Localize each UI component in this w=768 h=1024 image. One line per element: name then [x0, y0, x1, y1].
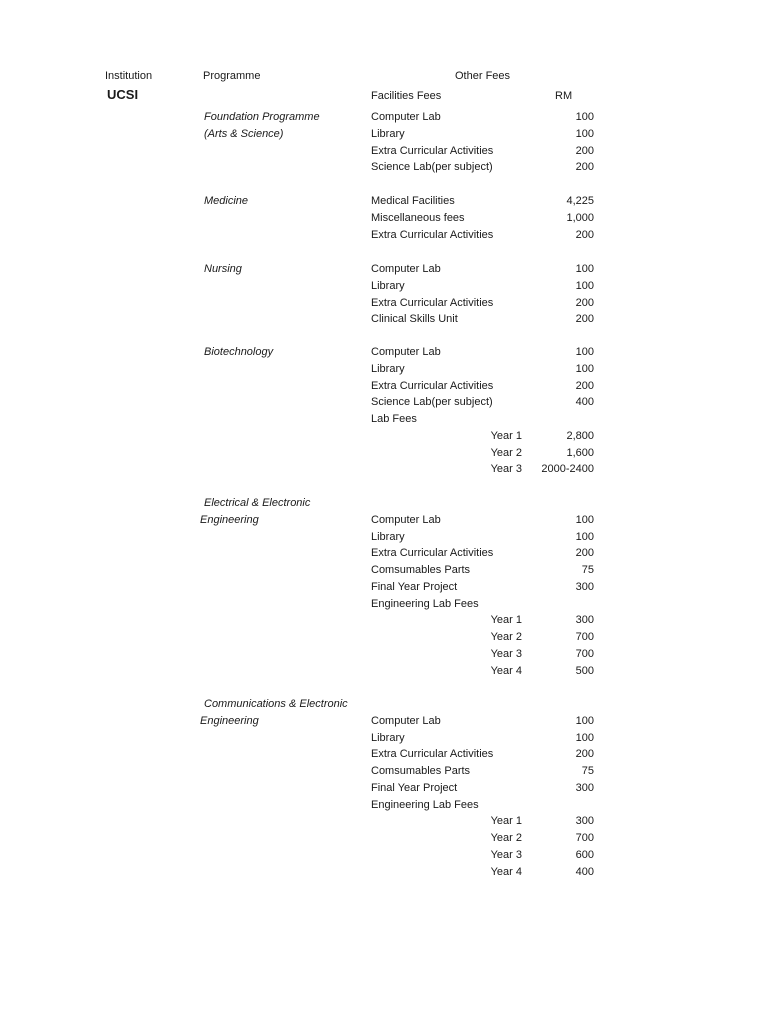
year-amount: 700 [575, 832, 594, 844]
year-amount: 300 [575, 614, 594, 627]
fee-amount: 100 [575, 731, 594, 744]
fee-label: Library [371, 127, 405, 140]
fee-amount: 75 [581, 765, 594, 777]
institution-name: UCSI [107, 87, 139, 102]
currency-header: RM [555, 90, 573, 102]
year-label: Year 1 [490, 614, 522, 627]
fee-amount: 1,000 [566, 211, 594, 224]
fee-label: Comsumables Parts [371, 564, 471, 576]
fee-amount: 400 [575, 396, 594, 409]
year-label: Year 3 [490, 848, 522, 861]
fee-amount: 200 [575, 144, 594, 157]
fee-amount: 200 [575, 296, 594, 309]
programme-name: Biotechnology [204, 346, 274, 358]
fee-label: Computer Lab [371, 111, 441, 123]
fee-label: Comsumables Parts [371, 765, 471, 777]
year-label: Year 1 [490, 429, 522, 442]
year-label: Year 4 [490, 664, 522, 677]
fee-amount: 100 [575, 111, 594, 123]
fee-label: Final Year Project [371, 781, 458, 794]
fee-label: Engineering Lab Fees [371, 798, 479, 811]
fee-amount: 100 [575, 530, 594, 543]
fee-label: Extra Curricular Activities [371, 379, 494, 392]
programme-name: Medicine [204, 195, 249, 207]
year-label: Year 3 [490, 647, 522, 660]
year-amount: 2000-2400 [541, 463, 594, 476]
fee-amount: 100 [575, 714, 594, 727]
fee-amount: 200 [575, 748, 594, 761]
fee-label: Extra Curricular Activities [371, 748, 494, 761]
programme-name: Engineering [200, 513, 259, 526]
year-label: Year 2 [490, 631, 522, 643]
fee-label: Science Lab(per subject) [371, 161, 493, 174]
year-amount: 2,800 [566, 429, 594, 442]
facilities-fees-header: Facilities Fees [371, 90, 442, 102]
fee-label: Computer Lab [371, 346, 441, 358]
fee-amount: 200 [575, 547, 594, 560]
year-amount: 300 [575, 815, 594, 828]
fee-label: Computer Lab [371, 513, 441, 526]
fee-label: Extra Curricular Activities [371, 144, 494, 157]
year-amount: 700 [575, 647, 594, 660]
fee-label: Extra Curricular Activities [371, 547, 494, 560]
year-label: Year 4 [490, 865, 522, 878]
year-amount: 700 [575, 631, 594, 643]
fee-amount: 200 [575, 379, 594, 392]
fee-label: Computer Lab [371, 263, 441, 275]
fee-amount: 100 [575, 513, 594, 526]
fee-amount: 100 [575, 127, 594, 140]
fee-label: Library [371, 731, 405, 744]
year-label: Year 3 [490, 463, 522, 476]
fee-label: Extra Curricular Activities [371, 296, 494, 309]
fee-amount: 75 [581, 564, 594, 576]
programme-name: Communications & Electronic [204, 698, 348, 710]
fee-amount: 300 [575, 781, 594, 794]
fee-amount: 100 [575, 362, 594, 375]
year-label: Year 1 [490, 815, 522, 828]
programme-name: Foundation Programme [204, 111, 320, 123]
institution-header: Institution [105, 70, 153, 82]
fee-label: Final Year Project [371, 580, 458, 593]
fee-amount: 300 [575, 580, 594, 593]
fee-amount: 100 [575, 279, 594, 292]
fee-amount: 200 [575, 313, 594, 326]
fee-label: Clinical Skills Unit [371, 313, 458, 326]
fee-amount: 200 [575, 161, 594, 174]
fee-label: Library [371, 362, 405, 375]
year-amount: 400 [575, 865, 594, 878]
programme-name: Nursing [204, 263, 242, 275]
fee-label: Extra Curricular Activities [371, 228, 494, 241]
fee-label: Miscellaneous fees [371, 211, 465, 224]
fee-label: Library [371, 530, 405, 543]
fee-label: Lab Fees [371, 413, 417, 425]
year-amount: 1,600 [566, 446, 594, 459]
programme-name: Engineering [200, 714, 259, 727]
year-amount: 600 [575, 848, 594, 861]
fee-label: Medical Facilities [371, 195, 455, 207]
fee-label: Library [371, 279, 405, 292]
year-label: Year 2 [490, 832, 522, 844]
programme-header: Programme [203, 70, 261, 82]
fee-amount: 4,225 [566, 195, 594, 207]
fee-label: Engineering Lab Fees [371, 597, 479, 610]
programme-name: (Arts & Science) [204, 127, 284, 140]
fee-label: Science Lab(per subject) [371, 396, 493, 409]
year-label: Year 2 [490, 446, 522, 459]
fee-amount: 200 [575, 228, 594, 241]
fee-amount: 100 [575, 263, 594, 275]
fee-label: Computer Lab [371, 714, 441, 727]
programme-name: Electrical & Electronic [204, 497, 311, 509]
other-fees-header: Other Fees [455, 70, 511, 82]
year-amount: 500 [575, 664, 594, 677]
fee-amount: 100 [575, 346, 594, 358]
